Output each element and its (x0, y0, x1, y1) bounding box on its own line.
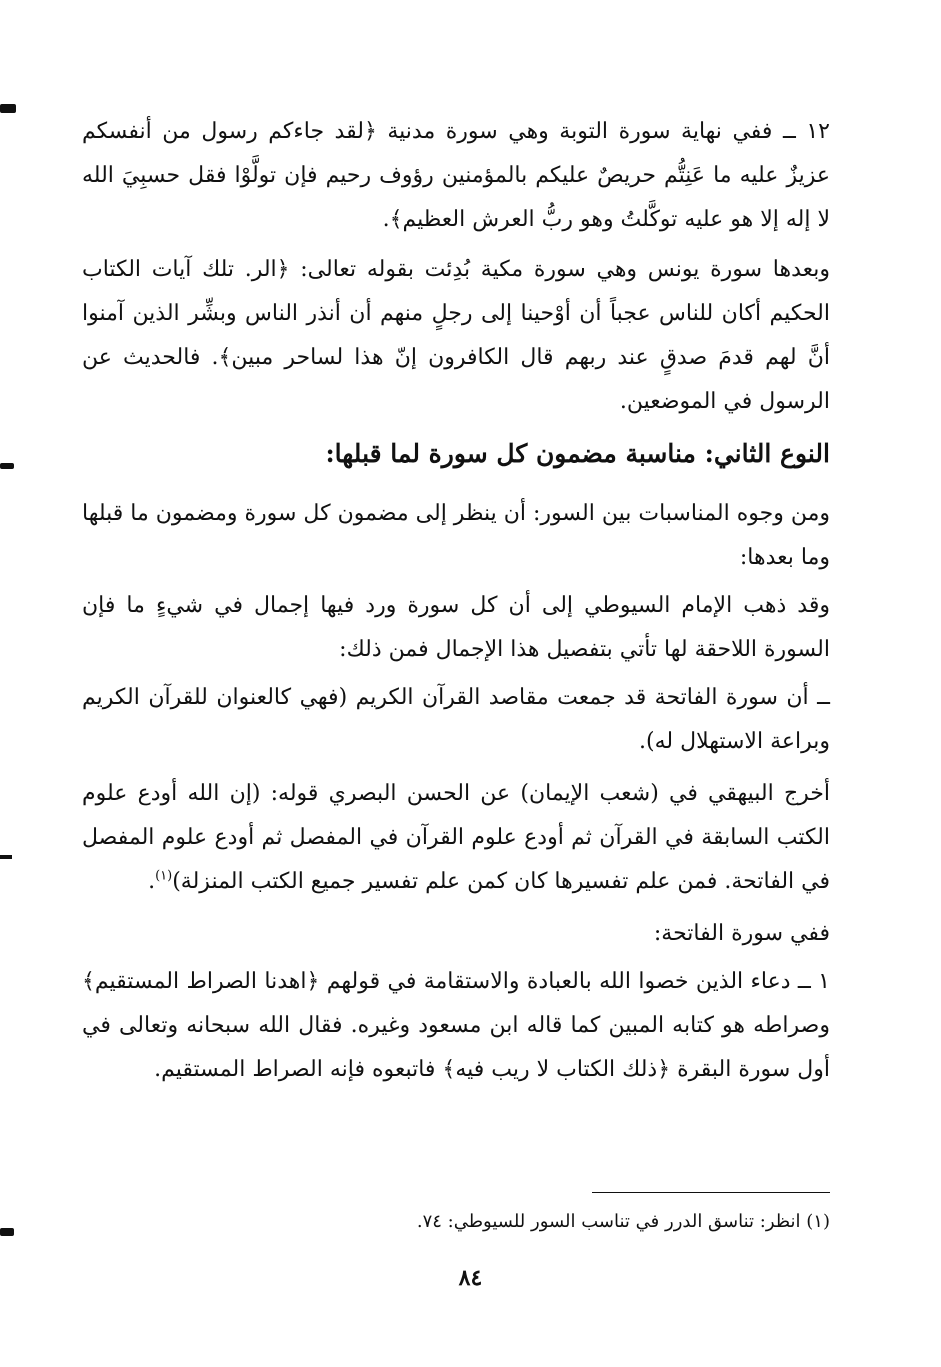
footnote-reference: (١) (155, 868, 173, 884)
section-two (82, 492, 830, 1092)
footnote-divider (592, 1192, 830, 1193)
bayhaqi-quote: أخرج البيهقي في (شعب الإيمان) عن الحسن البصري قوله: (إن الله أودع علوم الكتب السابقة في القرآن ثم أودع علوم القرآن في المفصل ثم أودع علوم المفصل في الفاتحة. فمن علم تفسيرها كان كمن علم تفسير جميع الكتب المنزلة) (82, 781, 830, 894)
paragraph-suyuti: وقد ذهب الإمام السيوطي إلى أن كل سورة ورد فيها إجمال في شيءٍ ما فإن السورة اللاحقة لها تأتي بتفصيل هذا الإجمال فمن ذلك: (82, 593, 830, 662)
margin-mark (0, 104, 16, 113)
margin-mark (0, 855, 12, 859)
paragraph-in-fatiha: ففي سورة الفاتحة: (653, 921, 830, 946)
paragraph-fatiha-purposes: ــ أن سورة الفاتحة قد جمعت مقاصد القرآن الكريم (فهي كالعنوان للقرآن الكريم وبراعة الاستهلال له). (82, 685, 830, 754)
paragraph-point-one: ١ ــ دعاء الذين خصوا الله بالعبادة والاستقامة في قولهم ﴿اهدنا الصراط المستقيم﴾ وصراطه هو كتابه المبين كما قاله ابن مسعود وغيره. فقال الله سبحانه وتعالى في أول سورة البقرة ﴿ذلك الكتاب لا ريب فيه﴾ فاتبعوه فإنه الصراط المستقيم. (82, 969, 830, 1082)
paragraph-surah-tawbah: ١٢ ــ ففي نهاية سورة التوبة وهي سورة مدنية ﴿لقد جاءكم رسول من أنفسكم عزيزٌ عليه ما عَنِتُّم حريصٌ عليكم بالمؤمنين رؤوف رحيم فإن تولَّوْا فقل حسبِيَ الله لا إله إلا هو عليه توكَّلتُ وهو ربُّ العرش العظيم﴾. (82, 119, 830, 232)
paragraph-surah-yunus: وبعدها سورة يونس وهي سورة مكية بُدِئت بقوله تعالى: ﴿الر. تلك آيات الكتاب الحكيم أكان للناس عجباً أن أوْحينا إلى رجلٍ منهم أن أنذر الناس وبشِّر الذين آمنوا أنَّ لهم قدمَ صدقٍ عند ربهم قال الكافرون إنّ هذا لساحر مبين﴾. فالحديث عن الرسول في الموضعين. (82, 257, 830, 414)
sentence-end: . (148, 869, 156, 894)
margin-mark (0, 463, 14, 469)
footnote: (١) انظر: تناسق الدرر في تناسب السور للسيوطي: ٧٤. (416, 1211, 830, 1232)
page-number: ٨٤ (458, 1265, 483, 1291)
paragraph-intro: ومن وجوه المناسبات بين السور: أن ينظر إلى مضمون كل سورة ومضمون ما قبلها وما بعدها: (82, 501, 830, 570)
margin-mark (0, 1228, 14, 1236)
section-heading: النوع الثاني: مناسبة مضمون كل سورة لما قبلها: (325, 439, 830, 468)
section-one (82, 110, 830, 424)
paragraph-bayhaqi (82, 772, 830, 904)
